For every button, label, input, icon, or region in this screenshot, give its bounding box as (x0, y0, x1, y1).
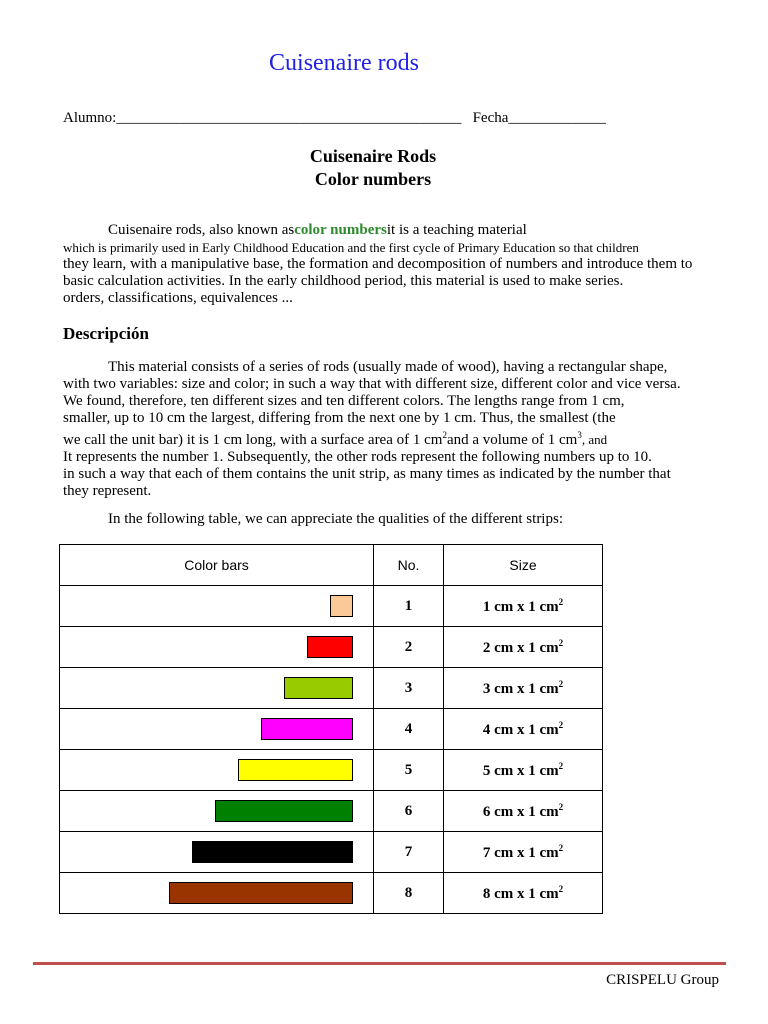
date-label: Fecha (472, 110, 509, 126)
rod-size-superscript: 2 (558, 596, 564, 607)
table-row (60, 873, 603, 914)
rod-size-text: 7 cm x 1 cm (482, 844, 559, 861)
date-blank[interactable]: _____________ (508, 110, 606, 126)
rod-size-superscript: 2 (558, 678, 564, 689)
rod-cell (60, 873, 374, 914)
rod-number: 7 (374, 832, 444, 873)
table-row (60, 709, 603, 750)
student-label: Alumno: (63, 110, 117, 126)
rod-cell (60, 750, 374, 791)
rod-size (444, 586, 603, 627)
superscript-2: 2 (442, 430, 447, 440)
rod-cell (60, 586, 374, 627)
rod-number: 6 (374, 791, 444, 832)
rod-size-superscript: 2 (558, 883, 564, 894)
intro-line5: orders, classifications, equivalences ... (63, 290, 293, 306)
rod-number: 2 (374, 627, 444, 668)
desc-line5-a: we call the unit bar) it is 1 cm long, with a surface area of 1 cm (63, 432, 443, 448)
desc-line6: It represents the number 1. Subsequently, the other rods represent the following numbers up to 10. (63, 449, 652, 465)
intro-line2: which is primarily used in Early Childhood Education and the first cycle of Primary Education so that children (63, 240, 639, 255)
intro-line4: basic calculation activities. In the early childhood period, this material is used to make series. (63, 273, 624, 289)
rod-size-superscript: 2 (558, 801, 564, 812)
rod-bar-4 (261, 718, 353, 740)
rod-size-text: 2 cm x 1 cm (482, 639, 559, 656)
rod-bar-2 (307, 636, 353, 658)
rod-number: 8 (374, 873, 444, 914)
header-color-bars: Color bars (60, 545, 374, 586)
rod-cell (60, 709, 374, 750)
desc-line5-b: and a volume of 1 cm (446, 432, 578, 448)
desc-line4: smaller, up to 10 cm the largest, differing from the next one by 1 cm. Thus, the smallest (the (63, 410, 616, 426)
rod-size (444, 873, 603, 914)
table-row (60, 791, 603, 832)
rod-size-superscript: 2 (558, 719, 564, 730)
table-header-row (60, 545, 603, 586)
header-number: No. (374, 545, 444, 586)
rod-size (444, 627, 603, 668)
table-row (60, 668, 603, 709)
desc-line7: in such a way that each of them contains the unit strip, as many times as indicated by the number that (63, 466, 671, 482)
desc-line3: We found, therefore, ten different sizes and ten different colors. The lengths range from 1 cm, (63, 393, 625, 409)
student-name-blank[interactable]: ______________________________________________ (116, 110, 462, 126)
rod-size-superscript: 2 (558, 637, 564, 648)
cuisenaire-rods-table (59, 544, 603, 914)
rod-size-text: 5 cm x 1 cm (482, 762, 559, 779)
desc-line5-c: , and (581, 432, 608, 447)
footer-text: CRISPELU Group (606, 972, 719, 988)
footer-divider (33, 962, 726, 965)
rod-cell (60, 791, 374, 832)
rod-bar-3 (284, 677, 353, 699)
highlight-color-numbers: color numbers (294, 222, 387, 238)
document-title-line2: Color numbers (314, 169, 432, 189)
rod-size-text: 4 cm x 1 cm (482, 721, 559, 738)
rod-number: 1 (374, 586, 444, 627)
document-title-line1: Cuisenaire Rods (309, 146, 437, 166)
table-row (60, 750, 603, 791)
rod-number: 3 (374, 668, 444, 709)
intro-line1-b: it is a teaching material (386, 222, 527, 238)
rod-size-superscript: 2 (558, 842, 564, 853)
rod-size-text: 6 cm x 1 cm (482, 803, 559, 820)
table-intro (63, 511, 703, 528)
rod-size-text: 3 cm x 1 cm (482, 680, 559, 697)
table-intro-text: In the following table, we can appreciate the qualities of the different strips: (108, 511, 563, 527)
rod-bar-1 (330, 595, 353, 617)
desc-line8: they represent. (63, 483, 152, 499)
intro-line1-a: Cuisenaire rods, also known as (108, 222, 295, 238)
page-header-title: Cuisenaire rods (269, 50, 419, 76)
intro-line3: they learn, with a manipulative base, the formation and decomposition of numbers and introduce them to (63, 256, 693, 272)
rod-cell (60, 668, 374, 709)
rod-size-text: 1 cm x 1 cm (482, 598, 559, 615)
desc-line2: with two variables: size and color; in such a way that with different size, different color and vice versa. (63, 376, 681, 392)
rod-bar-8 (169, 882, 353, 904)
rod-bar-7 (192, 841, 353, 863)
rod-size-text: 8 cm x 1 cm (482, 885, 559, 902)
desc-line1: This material consists of a series of rods (usually made of wood), having a rectangular shape, (108, 359, 668, 375)
description-paragraph (63, 359, 703, 500)
rod-size (444, 832, 603, 873)
rod-cell (60, 627, 374, 668)
rod-size (444, 709, 603, 750)
table-row (60, 586, 603, 627)
rod-bar-5 (238, 759, 353, 781)
intro-paragraph (63, 222, 703, 307)
header-size: Size (444, 545, 603, 586)
table-row (60, 627, 603, 668)
rod-size (444, 750, 603, 791)
table-row (60, 832, 603, 873)
student-date-form (63, 110, 606, 127)
rod-number: 4 (374, 709, 444, 750)
document-title (0, 145, 746, 191)
rod-number: 5 (374, 750, 444, 791)
superscript-3: 3 (577, 430, 582, 440)
rod-cell (60, 832, 374, 873)
rod-size (444, 791, 603, 832)
description-heading: Descripción (63, 324, 149, 343)
rod-size (444, 668, 603, 709)
rod-bar-6 (215, 800, 353, 822)
rod-size-superscript: 2 (558, 760, 564, 771)
